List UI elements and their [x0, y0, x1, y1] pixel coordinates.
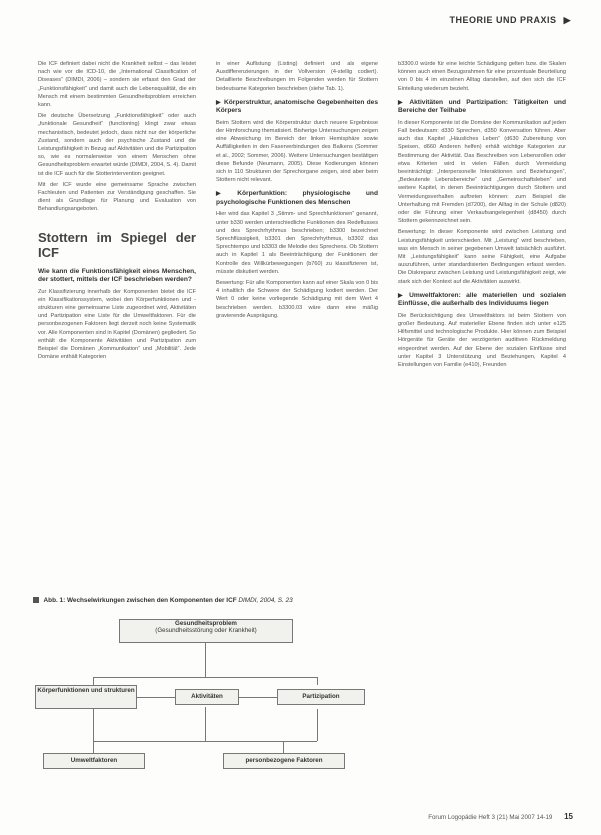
connector-line	[93, 677, 94, 685]
subsection-heading: ▶ Umweltfaktoren: alle materiellen und sozialen Einflüsse, die außerhalb des Individuums liegen	[398, 292, 566, 309]
paragraph: Die ICF definiert dabei nicht die Krankheit selbst – das leistet nach wie vor die ICD-10, die „International Classification of Diseases“ (DIMDI, 2006) – sondern sie erfasst den Grad der „Funktionsfähigkeit“ und damit auch die Lebensqualität, die ein Mensch mit einem bestimmten Gesundheitsproblem erreichen kann.	[38, 61, 196, 109]
connector-line	[205, 707, 206, 741]
paragraph: Die Berücksichtigung des Umweltfaktors ist beim Stottern von großer Bedeutung. Auf materieller Ebene finden sich unter e125 Hilfsmittel und technologische Produkte. Hier können zum Beispiel Hörgeräte für Geräte der verzögerten auditiven Rückmeldung eingeordnet werden. Auf der Ebene der sozialen Einflüsse sind unter Kapitel 3 Unterstützung und Beziehungen, Kapitel 4 Einstellungen von Familie (e410), Freunden	[398, 312, 566, 369]
section-heading: Stottern im Spiegel der ICF	[38, 229, 196, 260]
connector-line	[205, 643, 206, 677]
square-bullet-icon	[33, 597, 39, 603]
environment-box: Umweltfaktoren	[43, 753, 145, 769]
connector-line	[93, 741, 94, 753]
page-footer	[428, 812, 573, 821]
icf-figure	[33, 597, 377, 787]
connector-line	[317, 677, 318, 685]
column-1	[38, 60, 196, 364]
health-problem-box: Gesundheitsproblem (Gesundheitsstörung oder Krankheit)	[119, 619, 293, 643]
paragraph: Zur Klassifizierung innerhalb der Komponenten bietet die ICF ein Klassifikationssystem, wobei den Körperfunktionen und -strukturen eine gemeinsame Liste zugeordnet wird, Aktivitäten und Partizipation eine Liste für die Umweltfaktoren. Für die personbezogenen Faktoren liegt derzeit noch keine Systematik vor. Alle Komponenten sind in Kapitel (Domänen) gegliedert. So enthält die Komponente Aktivitäten und Partizipation zum Beispiel die Domänen „Kommunikation“ und „Mobilität“. Jede Domäne enthält Kategorien	[38, 288, 196, 361]
paragraph: Mit der ICF wurde eine gemeinsame Sprache zwischen Fachleuten und Patienten zur Verständigung geschaffen. Sie dient als Grundlage für Planung und Evaluation von Behandlungsangeboten.	[38, 181, 196, 213]
connector-line	[239, 697, 277, 698]
connector-line	[317, 709, 318, 741]
subsection-heading: ▶ Körperfunktion: physiologische und psychologische Funktionen des Menschen	[216, 190, 378, 207]
page-number: 15	[564, 812, 573, 821]
participation-box: Partizipation	[277, 689, 365, 705]
paragraph: Beim Stottern wird die Körperstruktur durch neuere Ergebnisse der Hirnforschung thematisiert. Bisherige Untersuchungen zeigen eine Abweichung im Bereich der linken Hemisphäre sowie Auffälligkeiten in den Faserverbindungen des Balkens (Sommer et al., 2002; Sommer, 2006). Weitere Untersuchungen bestätigen diese Befunde (Neumann, 2005). Diese Kodierungen können sich in 110 Strukturen der Sprechorgane zeigen, sind aber beim Stottern nicht relevant.	[216, 119, 378, 184]
connector-line	[283, 741, 284, 753]
subsection-heading: ▶ Körperstruktur, anatomische Gegebenheiten des Körpers	[216, 99, 378, 116]
connector-line	[93, 677, 317, 678]
section-title: THEORIE UND PRAXIS	[449, 15, 557, 25]
body-functions-box: Körperfunktionen und strukturen	[35, 685, 137, 709]
activities-box: Aktivitäten	[175, 689, 239, 705]
paragraph: Die deutsche Übersetzung „Funktionsfähigkeit“ oder auch „funktionale Gesundheit“ (functioning) klingt zwar etwas mechanistisch, bedeutet jedoch, dass nicht nur der körperliche Zustand, sondern auch der psychische Zustand und die Leistungsfähigkeit in Bezug auf Aktivitäten und die Partizipation so, wie es normalerweise von einem Menschen ohne Gesundheitsproblem erwartet würde (DIMDI, 2004, S. 4). Damit ist die ICF auch für die Stotterintervention geeignet.	[38, 113, 196, 177]
paragraph: Bewertung: Für alle Komponenten kann auf einer Skala von 0 bis 4 inhaltlich die Schwere der Schädigung kodiert werden. Der Wert 0 oder keine vorliegende Schädigung mit dem Wert 4 beschrieben werden. b3300.03 wäre dann eine mäßig gravierende Ausprägung.	[216, 280, 378, 319]
connector-line	[93, 709, 94, 741]
paragraph: In dieser Komponente ist die Domäne der Kommunikation auf jeden Fall bedeutsam: d330 Sprechen, d350 Konversation führen. Aber auch das Kapitel „Häusliches Leben“ (d630 Zubereitung von Speisen, d660 Anderen helfen) erhält wichtige Kategorien zur Bestimmung der Aktivität. Das Beschreiben von Lebensrollen oder etwa Kriterien wird in vielen Fällen durch Vermeidung beeinträchtigt: „Interpersonelle Interaktionen und Beziehungen“, „Bedeutende Lebensbereiche“ und „Gemeinschaftsleben“ und weitere Kapitel, in denen Beeinträchtigungen durch Stottern und Vermeidungsverhalten auftreten können: zum Beispiel die Unterhaltung mit Fremden (d7200), der Alltag in der Schule (d820) oder die Führung einer Verkaufsangelegenheit (d8450) durch Stottern gekennzeichnet sein.	[398, 119, 566, 225]
running-header	[450, 15, 571, 26]
connector-line	[137, 697, 175, 698]
subsection-heading: ▶ Aktivitäten und Partizipation: Tätigkeiten und Bereiche der Teilhabe	[398, 99, 566, 116]
paragraph: Hier wird das Kapitel 3 „Stimm- und Sprechfunktionen“ genannt, unter b330 werden unterschiedliche Funktionen des Redeflusses und des Sprechrhythmus beschrieben; b3300 bezeichnet Sprechflüssigkeit, b3301 den Sprechrhythmus, b3302 das Sprechtempo und b3303 die Melodie des Sprechens. Ob Stottern auch in Kapitel 1 als Beeinträchtigung der Funktionen der Kontrolle des Willkürbewegungen (b760) zu klassifizieren ist, müsste diskutiert werden.	[216, 211, 379, 275]
paragraph: in einer Auflistung (Listing) definiert und als eigene Ausdifferenzierungen in der Vollversion (4-stellig codiert). Detaillierte Beschreibungen im Folgenden werden für Stottern bedeutsame Kategorien beschrieben (siehe Tab. 1).	[216, 61, 378, 92]
personal-factors-box: personbezogene Faktoren	[223, 753, 345, 769]
paragraph: Bewertung: In dieser Komponente wird zwischen Leistung und Leistungsfähigkeit unterschieden. Mit „Leistung“ wird beschrieben, was ein Mensch in seiner gegebenen Umwelt tatsächlich ausführt. Mit „Leistungsfähigkeit“ kann seine Fähigkeit, eine Aufgabe auszuführen, unter standardisierten Bedingungen erfasst werden. Die Diskrepanz zwischen Leistung und Leistungsfähigkeit zeigt, wie stark sich der Kontext auf die Aktivitäten auswirkt.	[398, 229, 566, 285]
subsection-question: Wie kann die Funktionsfähigkeit eines Menschen, der stottert, mittels der ICF beschrieben werden?	[38, 267, 196, 284]
journal-citation: Forum Logopädie Heft 3 (21) Mai 2007 14-19	[428, 814, 553, 821]
column-2	[216, 60, 378, 323]
column-3	[398, 60, 566, 372]
figure-caption: Abb. 1: Wechselwirkungen zwischen den Komponenten der ICF DIMDI, 2004, S. 23	[33, 597, 377, 604]
triangle-right-icon: ▶	[563, 15, 571, 25]
paragraph: b3300.0 würde für eine leichte Schädigung gelten bzw. die Skalen können auch einen Bezugsrahmen für eine prozentuale Beurteilung von 0 bis 4 im einzelnen Alltag darstellen, auf den sich die ICF Einteilung wiederum bezieht.	[398, 61, 566, 92]
